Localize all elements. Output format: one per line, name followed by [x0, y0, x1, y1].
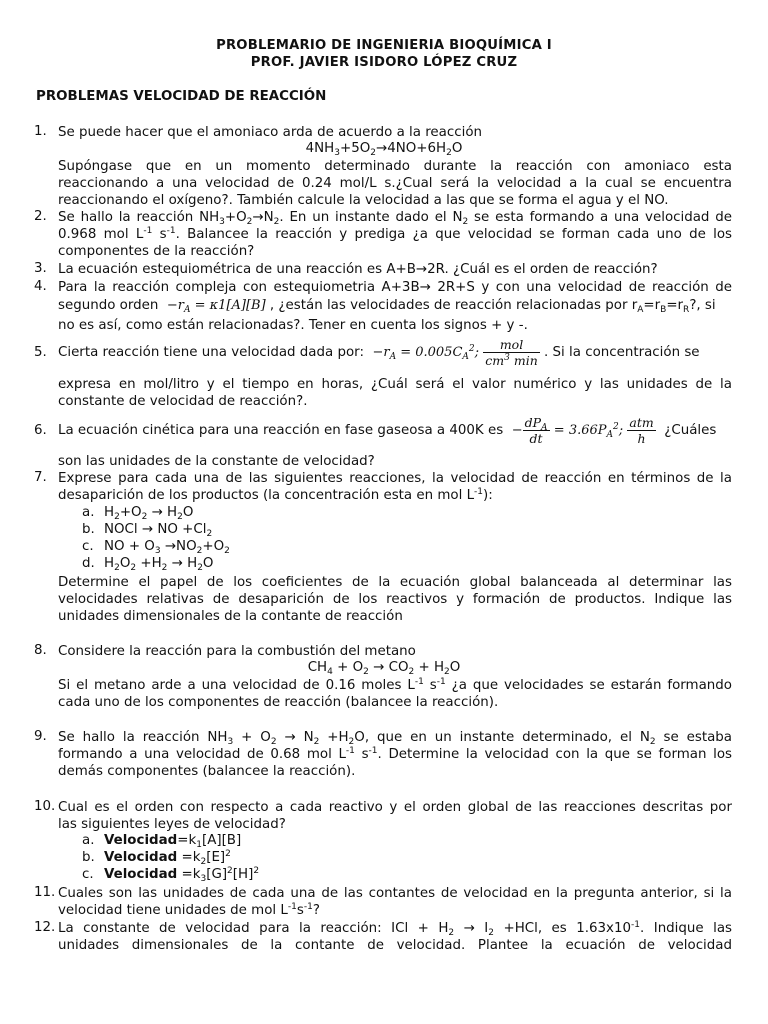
problem-text: reaccionando el oxígeno?. También calcule la velocidad a las que se forma el agua y el NO. — [58, 193, 669, 208]
reaction-equation: $CH_4 + O_2 \to CO_2 + H_2O$ — [307, 660, 461, 677]
problem-text: Se hallo la reacción $NH_3 + O_2 \to N_2 +H_2O$, que en un instante determinado, el $N_2$ se estaba — [58, 730, 733, 747]
problem-number: 9. — [34, 729, 47, 744]
problem-text: las siguientes leyes de velocidad? — [58, 817, 286, 832]
problem-text: 0.968 mol $L^{-1}$ $s^{-1}$. Balancee la reacción y prediga ¿a que velocidad se forman cada uno de los — [58, 226, 733, 242]
problem-text: cada uno de los componentes de reacción (balancee la reacción). — [58, 695, 499, 710]
list-item: NOCl → NO $+Cl_2$ — [104, 522, 213, 539]
problem-text: velocidad tiene unidades de mol $L^{-1}s^{-1}$? — [58, 902, 320, 918]
problem-number: 8. — [34, 643, 47, 658]
problem-text: unidades dimensionales de la contante de reacción — [58, 609, 403, 624]
problem-text: Cual es el orden con respecto a cada reactivo y el orden global de las reacciones descritas por — [58, 800, 732, 815]
problem-text: constante de velocidad de reacción?. — [58, 394, 308, 409]
reaction-equation: $4NH_3+5O_2\to 4NO+6H_2O$ — [305, 141, 463, 158]
problem-text: Cuales son las unidades de cada una de las contantes de velocidad en la pregunta anterior, si la — [58, 886, 732, 901]
list-item-label: b. — [82, 850, 95, 865]
problem-text: Se hallo la reacción $NH_3+O_2\to N_2$. En un instante dado el $N_2$ se esta formando a una velocidad de — [58, 210, 732, 227]
problem-text: son las unidades de la constante de velocidad? — [58, 454, 375, 469]
document-title: PROBLEMARIO DE INGENIERIA BIOQUÍMICA I — [216, 38, 552, 53]
problem-number: 7. — [34, 470, 47, 485]
problem-text: Para la reacción compleja con estequiometria A+3B→ 2R+S y con una velocidad de reacción de — [58, 280, 732, 295]
problem-text: Considere la reacción para la combustión del metano — [58, 644, 416, 659]
list-item: $H_2O_2 +H_2 \to H_2O$ — [104, 556, 214, 573]
list-item-label: a. — [82, 505, 95, 520]
problem-text: no es así, como están relacionadas?. Tener en cuenta los signos + y -. — [58, 318, 528, 333]
list-item: Velocidad $=k_2[E]^2$ — [104, 849, 231, 867]
derivative-fraction: $\frac{dP_A}{dt}$ — [524, 414, 548, 446]
problem-text: Si el metano arde a una velocidad de 0.16 moles $L^{-1}$ $s^{-1}$ ¿a que velocidades se estarán formando — [58, 677, 732, 693]
problem-number: 4. — [34, 279, 47, 294]
problem-text: La ecuación cinética para una reacción en fase gaseosa a 400K es − $\frac{dP_A}{dt}$ = $3.66P_A^2$; $\frac{\text{atm}}{h}$ ¿Cuáles — [58, 414, 717, 446]
section-heading: PROBLEMAS VELOCIDAD DE REACCIÓN — [36, 89, 327, 104]
problem-number: 12. — [34, 920, 56, 935]
problem-text: componentes de la reacción? — [58, 244, 255, 259]
list-item: $Velocidad=k_1[A][B]$ — [104, 833, 242, 850]
problem-text: expresa en mol/litro y el tiempo en horas, ¿Cuál será el valor numérico y las unidades de la — [58, 377, 732, 392]
document-author: PROF. JAVIER ISIDORO LÓPEZ CRUZ — [250, 55, 518, 70]
problem-text: desaparición de los productos (la concentración esta en mol $L^{-1}$): — [58, 487, 493, 503]
problem-text: Supóngase que en un momento determinado durante la reacción con amoniaco esta — [58, 159, 732, 174]
rate-equation: $-r_A = \kappa 1[A][B]$ — [166, 298, 266, 315]
list-item-label: d. — [82, 556, 95, 571]
list-item: $H_2+O_2 \to H_2O$ — [104, 505, 194, 522]
problem-text: Exprese para cada una de las siguientes reacciones, la velocidad de reacción en términos de la — [58, 471, 732, 486]
problem-text: velocidades relativas de desaparición de los reactivos y formación de productos. Indique las — [58, 592, 732, 607]
rate-equation: $-r_A = 0.005C_A^2$; — [372, 344, 480, 362]
problem-text: reaccionando a una velocidad de 0.24 mol/L s.¿Cual será la velocidad a la cual se encuentra — [58, 176, 732, 191]
problem-number: 2. — [34, 209, 47, 224]
problem-number: 1. — [34, 124, 47, 139]
list-item-label: b. — [82, 522, 95, 537]
list-item-label: c. — [82, 539, 94, 554]
problem-text: unidades dimensionales de la contante de velocidad. Plantee la ecuación de velocidad — [58, 938, 732, 953]
problem-text: La ecuación estequiométrica de una reacción es A+B→2R. ¿Cuál es el orden de reacción? — [58, 262, 658, 277]
list-item: NO + $O_3 \to NO_2+O_2$ — [104, 539, 230, 556]
problem-text: segundo orden $-r_A = \kappa 1[A][B]$ , ¿están las velocidades de reacción relacionadas por $r_A=r_B=r_R$?, si — [58, 298, 716, 315]
problem-number: 5. — [34, 345, 47, 360]
problem-number: 6. — [34, 423, 47, 438]
problem-text: La constante de velocidad para la reacción: ICl + $H_2 \to I_2 +HCl$, es $1.63x10^{-1}$. Indique las — [58, 920, 732, 938]
problem-text: Se puede hacer que el amoniaco arda de acuerdo a la reacción — [58, 125, 483, 140]
problem-text: formando a una velocidad de 0.68 mol $L^{-1}$ $s^{-1}$. Determine la velocidad con la que se forman los — [58, 746, 732, 762]
list-item: Velocidad $=k_3[G]^2[H]^2$ — [104, 866, 260, 884]
list-item-label: a. — [82, 833, 95, 848]
problem-text: Cierta reacción tiene una velocidad dada por: $-r_A = 0.005C_A^2$; $\frac{\text{mol}}{cm^3 \min}$ . Si la concentración se — [58, 336, 700, 368]
problem-number: 10. — [34, 799, 56, 814]
problem-text: demás componentes (balancee la reacción). — [58, 764, 356, 779]
units-fraction: $\frac{\text{atm}}{h}$ — [629, 414, 654, 446]
units-fraction: $\frac{\text{mol}}{cm^3 \min}$ — [485, 336, 538, 368]
problem-number: 3. — [34, 261, 47, 276]
list-item-label: c. — [82, 867, 94, 882]
problem-number: 11. — [34, 885, 56, 900]
problem-text: Determine el papel de los coeficientes de la ecuación global balanceada al determinar las — [58, 575, 732, 590]
